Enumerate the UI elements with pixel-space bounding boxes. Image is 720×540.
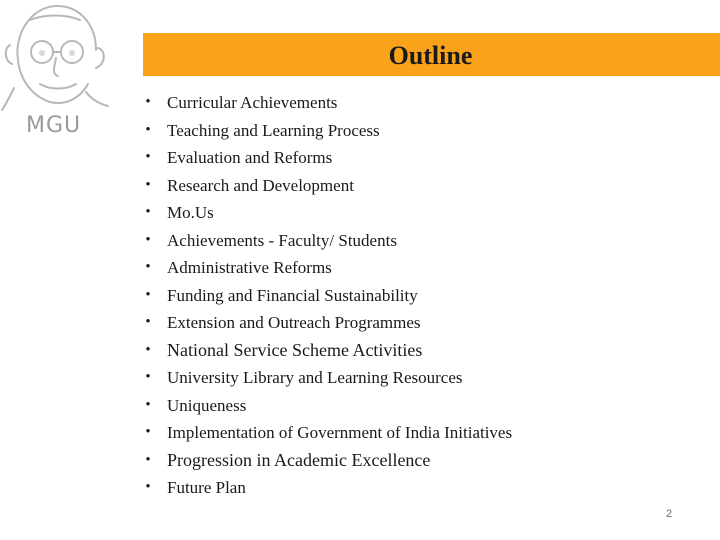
outline-item-label: National Service Scheme Activities bbox=[167, 339, 423, 360]
outline-item-label: Funding and Financial Sustainability bbox=[167, 285, 418, 305]
outline-item-label: University Library and Learning Resources bbox=[167, 368, 463, 387]
bullet-icon: • bbox=[145, 94, 151, 110]
bullet-icon: • bbox=[145, 451, 151, 468]
outline-item-label: Administrative Reforms bbox=[167, 258, 332, 277]
bullet-icon: • bbox=[145, 369, 151, 385]
bullet-icon: • bbox=[145, 286, 151, 303]
bullet-icon: • bbox=[145, 396, 151, 413]
title-bar bbox=[143, 33, 720, 76]
bullet-icon: • bbox=[145, 479, 151, 495]
page-number: 2 bbox=[666, 508, 673, 520]
bullet-icon: • bbox=[145, 424, 151, 440]
university-logo bbox=[0, 0, 110, 150]
outline-item-label: Curricular Achievements bbox=[167, 93, 338, 112]
outline-item-label: Uniqueness bbox=[167, 395, 247, 415]
bullet-icon: • bbox=[145, 259, 151, 275]
bullet-icon: • bbox=[145, 204, 151, 220]
bullet-icon: • bbox=[145, 176, 151, 193]
slide-title: Outline bbox=[388, 40, 473, 70]
bullet-icon: • bbox=[145, 341, 151, 358]
outline-item-label: Research and Development bbox=[167, 175, 354, 195]
logo-text: MGU bbox=[26, 113, 82, 138]
bullet-icon: • bbox=[145, 231, 151, 248]
outline-item-label: Implementation of Government of India Initiatives bbox=[167, 423, 513, 442]
gandhi-portrait-icon bbox=[0, 0, 110, 115]
outline-item-label: Achievements - Faculty/ Students bbox=[167, 230, 397, 250]
outline-item-label: Extension and Outreach Programmes bbox=[167, 313, 421, 332]
bullet-icon: • bbox=[145, 121, 151, 138]
outline-item-label: Teaching and Learning Process bbox=[167, 120, 380, 140]
outline-item-label: Future Plan bbox=[167, 478, 246, 497]
outline-item-label: Progression in Academic Excellence bbox=[167, 449, 431, 470]
bullet-icon: • bbox=[145, 314, 151, 330]
outline-item-label: Evaluation and Reforms bbox=[167, 148, 333, 167]
outline-item-label: Mo.Us bbox=[167, 203, 214, 222]
bullet-icon: • bbox=[145, 149, 151, 165]
